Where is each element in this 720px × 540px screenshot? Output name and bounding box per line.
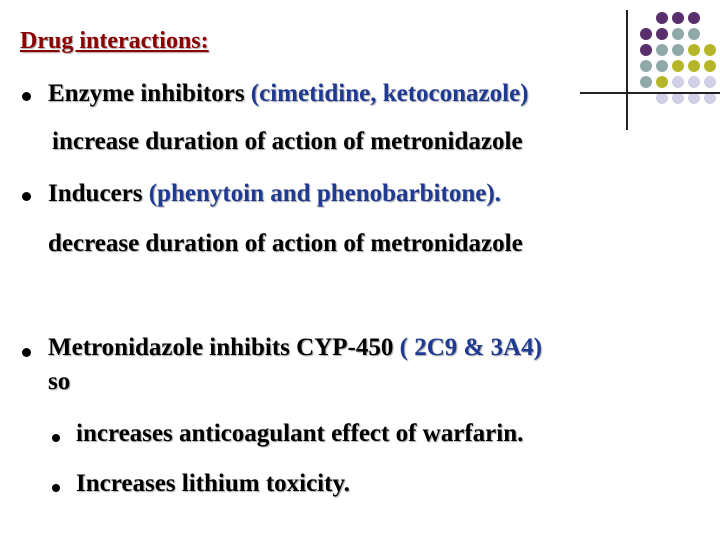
decorative-dot bbox=[688, 44, 700, 56]
subbullet-2-icon bbox=[52, 484, 60, 492]
decorative-dot bbox=[656, 28, 668, 40]
bullet-1-text bbox=[48, 80, 529, 108]
decorative-dot bbox=[704, 60, 716, 72]
bullet-2-icon bbox=[22, 192, 31, 201]
subbullet-1-text: increases anticoagulant effect of warfarin. bbox=[76, 420, 524, 447]
decorative-dot bbox=[704, 76, 716, 88]
bullet-2-text bbox=[48, 180, 501, 208]
decorative-dot bbox=[672, 44, 684, 56]
decorative-dot bbox=[672, 60, 684, 72]
decorative-dot bbox=[640, 44, 652, 56]
bullet-3-icon bbox=[22, 348, 31, 357]
decorative-dot bbox=[656, 12, 668, 24]
bullet-1-paren: (cimetidine, ketoconazole) bbox=[250, 80, 529, 107]
bullet-3-sub: so bbox=[48, 368, 71, 395]
bullet-1-icon bbox=[22, 92, 31, 101]
bullet-2-paren: (phenytoin and phenobarbitone). bbox=[148, 180, 501, 207]
decorative-dot bbox=[656, 44, 668, 56]
decorative-dot bbox=[688, 28, 700, 40]
decorative-dot bbox=[672, 28, 684, 40]
subbullet-1-icon bbox=[52, 434, 60, 442]
decorative-vertical-line bbox=[626, 10, 628, 130]
bullet-1-sub: increase duration of action of metronidazole bbox=[52, 128, 523, 155]
decorative-dot bbox=[672, 12, 684, 24]
decorative-dot bbox=[656, 60, 668, 72]
subbullet-2-text: Increases lithium toxicity. bbox=[76, 470, 350, 497]
decorative-dot bbox=[656, 76, 668, 88]
bullet-2-main: Inducers bbox=[48, 180, 149, 207]
decorative-dot bbox=[640, 76, 652, 88]
decorative-dot bbox=[640, 60, 652, 72]
decorative-dot bbox=[672, 76, 684, 88]
decorative-dot bbox=[688, 76, 700, 88]
bullet-3-main: Metronidazole inhibits CYP-450 bbox=[48, 334, 400, 361]
decorative-dot bbox=[688, 60, 700, 72]
bullet-2-sub: decrease duration of action of metronidazole bbox=[48, 230, 523, 257]
bullet-3-paren: ( 2C9 & 3A4) bbox=[399, 334, 542, 361]
decorative-horizontal-line bbox=[580, 92, 720, 94]
decorative-dot bbox=[688, 12, 700, 24]
slide-title: Drug interactions: bbox=[20, 28, 209, 54]
bullet-3-text bbox=[48, 334, 542, 362]
bullet-1-main: Enzyme inhibitors bbox=[48, 80, 251, 107]
decorative-dot bbox=[704, 44, 716, 56]
decorative-dot bbox=[640, 28, 652, 40]
